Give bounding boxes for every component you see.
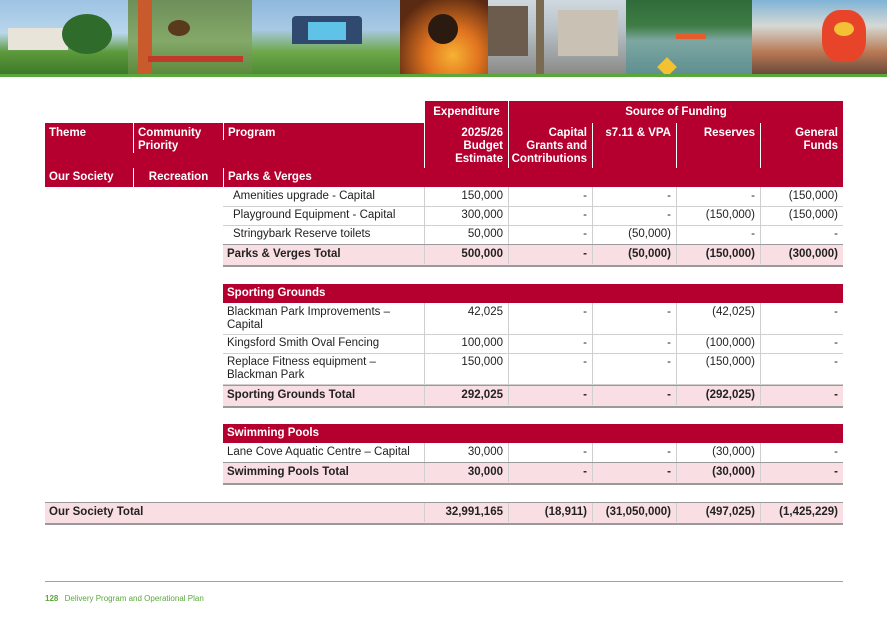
- street-shops-photo: [488, 0, 626, 74]
- reserves-value: (150,000): [676, 206, 760, 225]
- s711-value: -: [592, 187, 676, 206]
- col-general-header: General Funds: [760, 123, 843, 168]
- outdoor-fitness-photo: [252, 0, 400, 74]
- dog-agility-photo: [128, 0, 252, 74]
- s711-value: -: [592, 463, 676, 482]
- general-value: -: [760, 303, 843, 334]
- banner-divider: [0, 74, 887, 77]
- reserves-value: (150,000): [676, 353, 760, 384]
- budget-value: 500,000: [424, 245, 508, 264]
- reserves-value: (30,000): [676, 443, 760, 462]
- general-value: (150,000): [760, 206, 843, 225]
- theme-label: Our Society: [49, 171, 114, 183]
- reserves-value: (497,025): [676, 503, 760, 522]
- page-footer: [45, 594, 204, 603]
- page-number: 128: [45, 594, 59, 603]
- general-value: (1,425,229): [760, 503, 843, 522]
- reserves-value: (150,000): [676, 245, 760, 264]
- reserves-value: -: [676, 225, 760, 244]
- capital-value: -: [508, 303, 592, 334]
- reserves-value: (30,000): [676, 463, 760, 482]
- table-row: [223, 334, 843, 354]
- table-row: [223, 225, 843, 245]
- group-header-row: [45, 101, 843, 123]
- s711-value: -: [592, 353, 676, 384]
- s711-value: (50,000): [592, 225, 676, 244]
- table-row: [223, 443, 843, 463]
- col-capital-header: Capital Grants and Contributions: [508, 123, 592, 168]
- capital-value: -: [508, 443, 592, 462]
- budget-value: 50,000: [424, 225, 508, 244]
- capital-value: -: [508, 386, 592, 405]
- festival-lion-dance-photo: [752, 0, 887, 74]
- reserves-value: (292,025): [676, 386, 760, 405]
- col-reserves-header: Reserves: [676, 123, 760, 168]
- section-title: Parks & Verges: [223, 168, 843, 187]
- total-label: Parks & Verges Total: [227, 248, 341, 260]
- col-program-header: Program: [223, 123, 424, 140]
- footer-divider: [45, 581, 843, 582]
- s711-value: (50,000): [592, 245, 676, 264]
- program-name: Blackman Park Improvements – Capital: [227, 306, 390, 331]
- col-theme-header: Theme: [49, 127, 87, 139]
- col-s711-header: s7.11 & VPA: [592, 123, 676, 168]
- program-name: Kingsford Smith Oval Fencing: [227, 337, 380, 349]
- budget-value: 30,000: [424, 443, 508, 462]
- general-value: (150,000): [760, 187, 843, 206]
- section-total-row: [223, 462, 843, 485]
- section-title-row: [45, 168, 843, 187]
- section-title-row: [223, 284, 843, 303]
- section-title-row: [223, 424, 843, 443]
- reserves-value: -: [676, 187, 760, 206]
- kayak-river-photo: [626, 0, 752, 74]
- s711-value: (31,050,000): [592, 503, 676, 522]
- s711-value: -: [592, 386, 676, 405]
- section-title: Swimming Pools: [227, 427, 320, 439]
- budget-value: 150,000: [424, 353, 508, 384]
- s711-value: -: [592, 443, 676, 462]
- total-label: Swimming Pools Total: [227, 466, 349, 478]
- general-value: -: [760, 334, 843, 353]
- expenditure-group-header: Expenditure: [424, 101, 508, 123]
- budget-value: 292,025: [424, 386, 508, 405]
- general-value: (300,000): [760, 245, 843, 264]
- table-row: [223, 206, 843, 226]
- capital-value: -: [508, 187, 592, 206]
- section-title: Sporting Grounds: [227, 287, 326, 299]
- reserves-value: (42,025): [676, 303, 760, 334]
- capital-value: -: [508, 245, 592, 264]
- general-value: -: [760, 353, 843, 384]
- budget-value: 100,000: [424, 334, 508, 353]
- banner-photo-strip: [0, 0, 887, 74]
- kookaburra-photo: [400, 0, 488, 74]
- reserves-value: (100,000): [676, 334, 760, 353]
- capital-value: -: [508, 206, 592, 225]
- capital-value: (18,911): [508, 503, 592, 522]
- table-row: [223, 303, 843, 335]
- budget-value: 32,991,165: [424, 503, 508, 522]
- budget-value: 42,025: [424, 303, 508, 334]
- table-row: [223, 353, 843, 385]
- s711-value: -: [592, 334, 676, 353]
- budget-value: 150,000: [424, 187, 508, 206]
- program-name: Playground Equipment - Capital: [233, 209, 396, 221]
- park-building-photo: [0, 0, 128, 74]
- col-budget-header: 2025/26 Budget Estimate: [424, 123, 508, 168]
- program-name: Stringybark Reserve toilets: [233, 228, 371, 240]
- s711-value: -: [592, 206, 676, 225]
- general-value: -: [760, 225, 843, 244]
- grand-total-row: [45, 502, 843, 525]
- program-name: Amenities upgrade - Capital: [233, 190, 375, 202]
- document-title: Delivery Program and Operational Plan: [64, 594, 204, 603]
- program-name: Replace Fitness equipment – Blackman Park: [227, 356, 376, 381]
- capital-value: -: [508, 353, 592, 384]
- capital-value: -: [508, 225, 592, 244]
- budget-value: 30,000: [424, 463, 508, 482]
- program-name: Lane Cove Aquatic Centre – Capital: [227, 446, 410, 458]
- table-row: [223, 187, 843, 207]
- s711-value: -: [592, 303, 676, 334]
- capital-value: -: [508, 463, 592, 482]
- col-priority-header: Community Priority: [133, 123, 223, 153]
- column-header-row: [45, 123, 843, 168]
- budget-value: 300,000: [424, 206, 508, 225]
- general-value: -: [760, 386, 843, 405]
- section-total-row: [223, 385, 843, 408]
- grand-total-label: Our Society Total: [49, 506, 144, 518]
- general-value: -: [760, 443, 843, 462]
- total-label: Sporting Grounds Total: [227, 389, 356, 401]
- section-total-row: [223, 244, 843, 267]
- priority-label: Recreation: [133, 168, 223, 187]
- general-value: -: [760, 463, 843, 482]
- funding-group-header: Source of Funding: [508, 101, 843, 123]
- capital-value: -: [508, 334, 592, 353]
